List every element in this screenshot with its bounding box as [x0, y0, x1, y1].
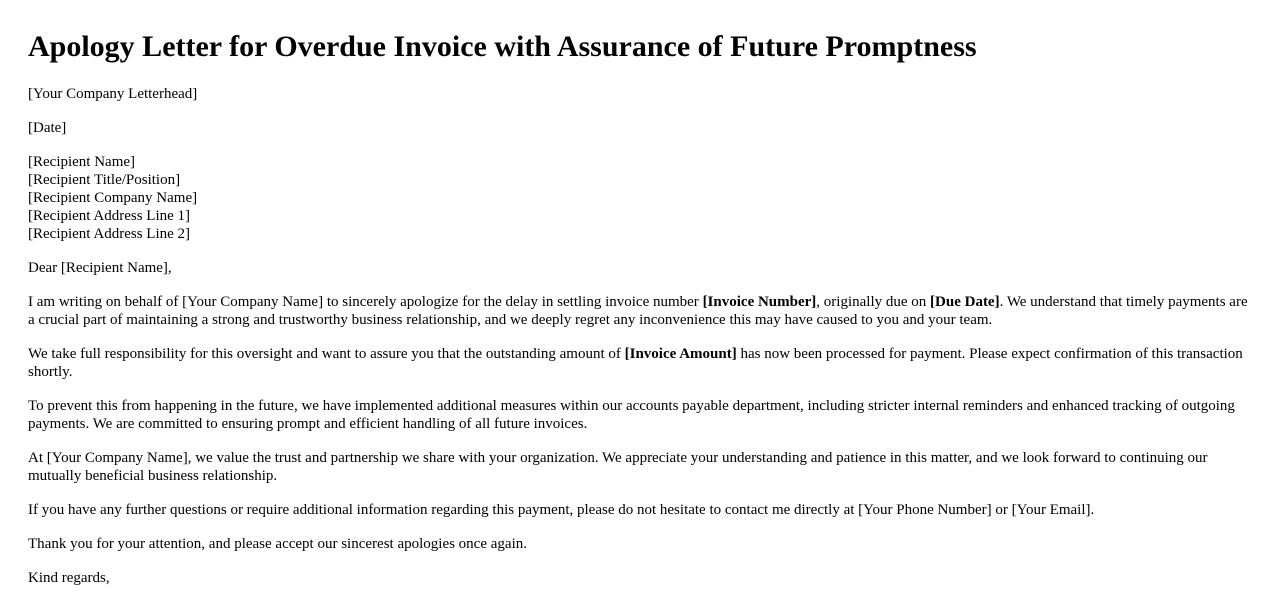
- paragraph-text: has now been processed for payment. Please expect confirmation of this transaction shortly.: [28, 346, 1243, 380]
- paragraph-text: We take full responsibility for this oversight and want to assure you that the outstanding amount of: [28, 346, 625, 362]
- paragraph-text: I am writing on behalf of [Your Company Name] to sincerely apologize for the delay in settling invoice number: [28, 294, 703, 310]
- letter-date: [Date]: [28, 120, 67, 136]
- paragraph-thanks: Thank you for your attention, and please accept our sincerest apologies once again.: [28, 536, 527, 552]
- page-title: Apology Letter for Overdue Invoice with Assurance of Future Promptness: [28, 30, 977, 63]
- invoice-amount: [Invoice Amount]: [624, 346, 737, 362]
- closing: Kind regards,: [28, 570, 110, 586]
- paragraph-text: . We understand that timely payments are a crucial part of maintaining a strong and trustworthy business relationship, and we deeply regret any inconvenience this may have caused to you and your team.: [28, 294, 1248, 328]
- invoice-number: [Invoice Number]: [702, 294, 817, 310]
- recipient-title: [Recipient Title/Position]: [28, 172, 181, 188]
- due-date: [Due Date]: [930, 294, 1000, 310]
- paragraph-text: , originally due on: [816, 294, 931, 310]
- letterhead: [Your Company Letterhead]: [28, 86, 198, 102]
- recipient-block: [28, 153, 1250, 243]
- recipient-address-line-1: [Recipient Address Line 1]: [28, 208, 191, 224]
- paragraph-apology: [28, 293, 1250, 329]
- paragraph-prevention: To prevent this from happening in the future, we have implemented additional measures within our accounts payable department, including stricter internal reminders and enhanced tracking of outgoing payments. We are committed to ensuring prompt and efficient handling of all future invoices.: [28, 398, 1235, 432]
- recipient-company: [Recipient Company Name]: [28, 190, 198, 206]
- paragraph-contact: If you have any further questions or require additional information regarding this payment, please do not hesitate to contact me directly at [Your Phone Number] or [Your Email].: [28, 502, 1095, 518]
- recipient-address-line-2: [Recipient Address Line 2]: [28, 226, 191, 242]
- salutation: Dear [Recipient Name],: [28, 260, 172, 276]
- paragraph-partnership: At [Your Company Name], we value the trust and partnership we share with your organization. We appreciate your understanding and patience in this matter, and we look forward to continuing our mutually beneficial business relationship.: [28, 450, 1208, 484]
- paragraph-responsibility: [28, 345, 1250, 381]
- recipient-name: [Recipient Name]: [28, 154, 136, 170]
